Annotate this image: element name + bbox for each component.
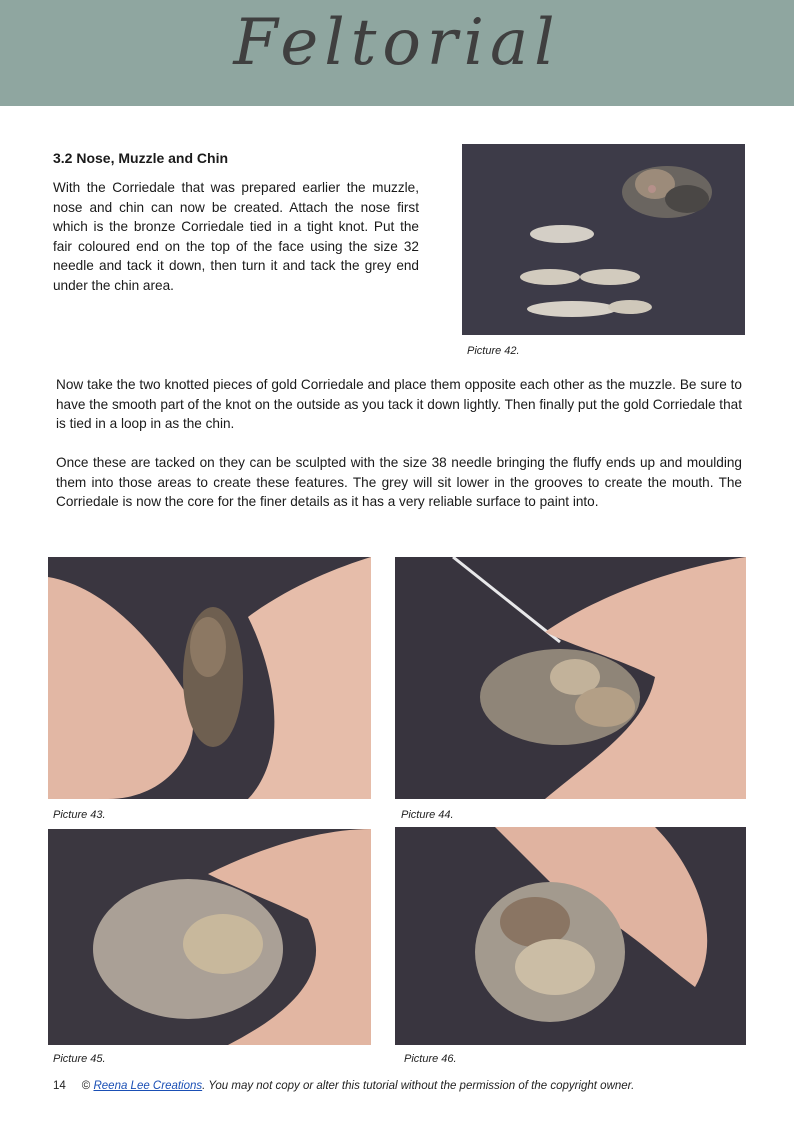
brand-title: Feltorial [233, 6, 561, 80]
caption-picture-46: Picture 46. [404, 1053, 457, 1065]
section-title: 3.2 Nose, Muzzle and Chin [53, 150, 229, 166]
photo-picture-42 [462, 144, 745, 335]
body-paragraph-3: Once these are tacked on they can be sculpted with the size 38 needle bringing the fluffy ends up and moulding them into those areas to create these features. The grey will sit lower in the grooves to create the mouth. The Corriedale is now the core for the finer details as it has a very reliable surface to paint into. [56, 455, 742, 509]
caption-picture-44: Picture 44. [401, 809, 454, 821]
caption-picture-42: Picture 42. [467, 345, 520, 357]
footer [53, 1080, 634, 1092]
copyright-symbol: © [81, 1080, 91, 1092]
body-paragraph-2: Now take the two knotted pieces of gold Corriedale and place them opposite each other as the muzzle. Be sure to have the smooth part of the knot on the outside as you tack it down lightly. Then finally put the gold Corriedale that is tied in a loop in as the chin. [56, 377, 742, 431]
photo-picture-45 [48, 829, 371, 1045]
intro-paragraph: With the Corriedale that was prepared earlier the muzzle, nose and chin can now be created. Attach the nose first which is the bronze Corriedale tied in a tight knot. Put the fair coloured end on the top of the face using the size 32 needle and tack it down, then turn it and tack the grey end under the chin area. [53, 180, 419, 293]
creator-link[interactable]: Reena Lee Creations [93, 1080, 203, 1092]
header-banner [0, 0, 794, 106]
caption-picture-43: Picture 43. [53, 809, 106, 821]
page-number: 14 [53, 1080, 66, 1092]
photo-picture-44 [395, 557, 746, 799]
caption-picture-45: Picture 45. [53, 1053, 106, 1065]
copyright-notice: . You may not copy or alter this tutorial without the permission of the copyright owner. [202, 1080, 635, 1092]
photo-picture-46 [395, 827, 746, 1045]
photo-picture-43 [48, 557, 371, 799]
